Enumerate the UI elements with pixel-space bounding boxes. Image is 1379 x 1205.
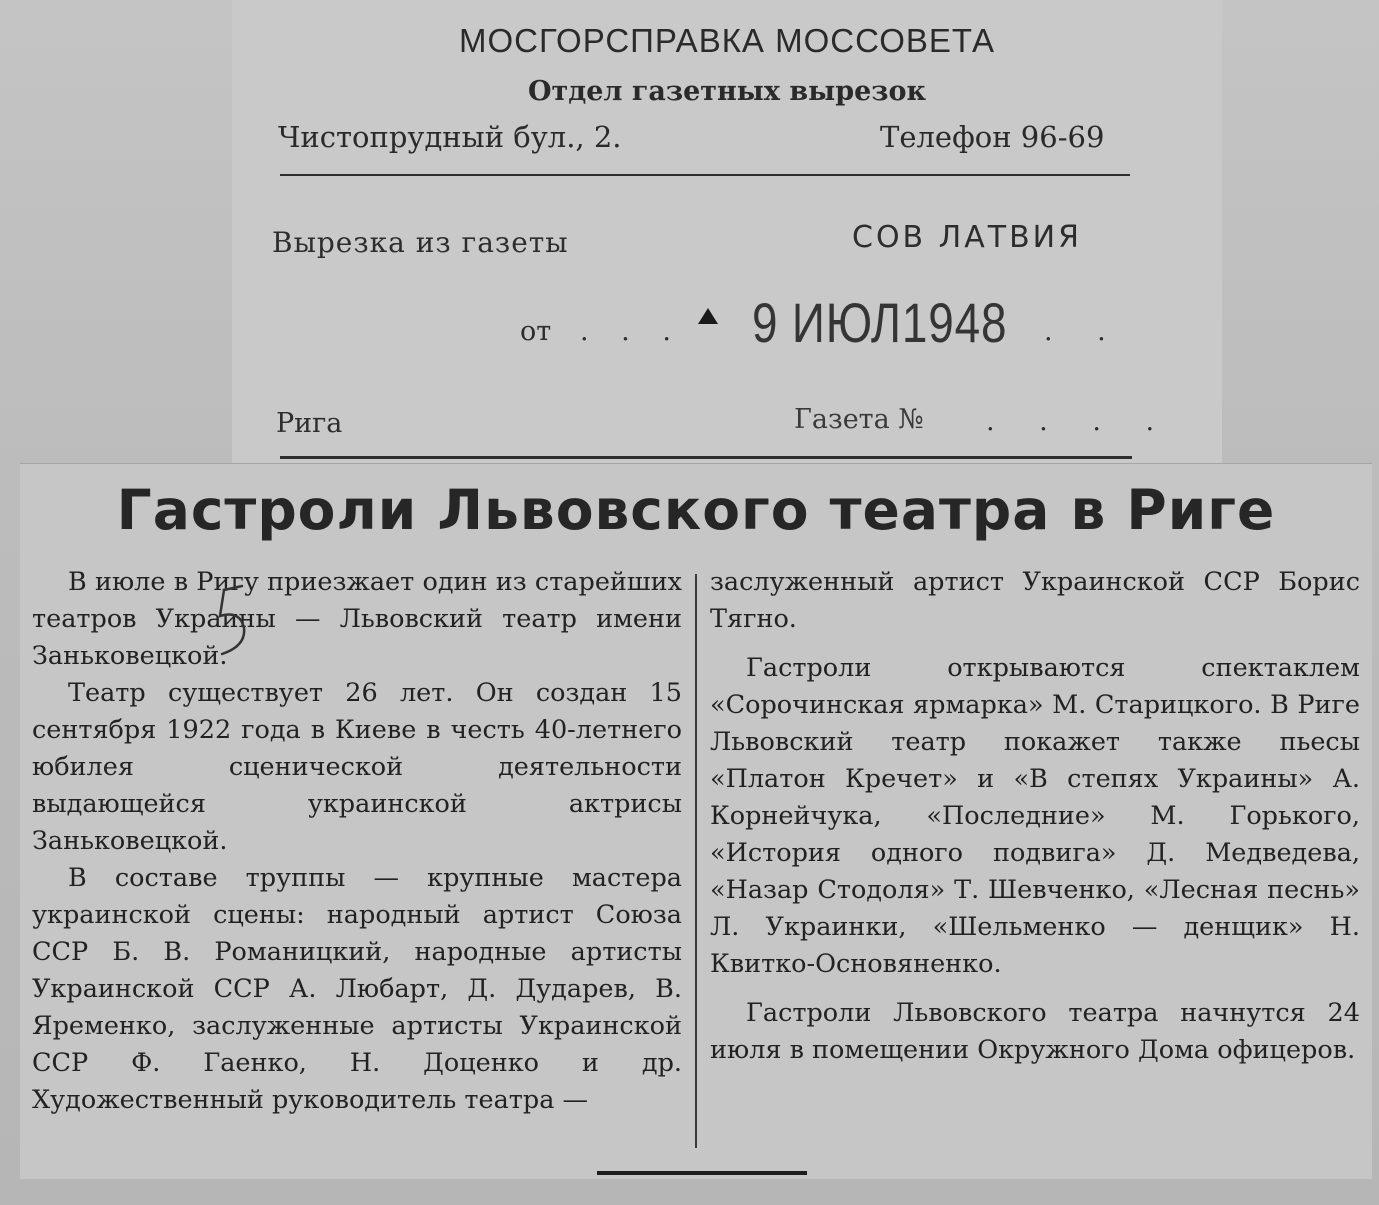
org-title: МОСГОРСПРАВКА МОССОВЕТА — [459, 22, 995, 59]
gazeta-number-label: Газета № — [794, 404, 924, 435]
article-paragraph: Театр существует 26 лет. Он создан 15 сентября 1922 года в Киеве в честь 40-летнего юбилея сценической деятельности выдающейся украинской актрисы Заньковецкой. — [32, 678, 682, 856]
newspaper-name: СОВ ЛАТВИЯ — [852, 220, 1082, 255]
department-title: Отдел газетных вырезок — [528, 76, 926, 107]
article-left-column — [32, 564, 682, 1119]
article-paragraph: Гастроли открываются спектаклем «Сорочинская ярмарка» М. Старицкого. В Риге Львовский театр покажет также пьесы «Платон Кречет» и «В степях Украины» А. Корнейчука, «Последние» М. Горького, «История одного подвига» Д. Медведева, «Назар Стодоля» Т. Шевченко, «Лесная песнь» Л. Украинки, «Шельменко — денщик» Н. Квитко-Основяненко. — [710, 653, 1360, 979]
from-label: от — [520, 316, 552, 347]
column-divider — [695, 574, 697, 1148]
article-right-column — [710, 564, 1360, 1069]
article-paragraph: Гастроли Львовского театра начнутся 24 июля в помещении Окружного Дома офицеров. — [710, 998, 1360, 1065]
gazeta-number-dots: . . . . — [986, 406, 1173, 437]
article-paragraph: В составе труппы — крупные мастера украинской сцены: народный артист Союза ССР Б. В. Романицкий, народные артисты Украинской ССР А. Любарт, Д. Дударев, В. Яременко, заслуженные артисты Украинской ССР Ф. Гаенко, Н. Доценко и др. Художественный руководитель театра — — [32, 863, 682, 1115]
article-paragraph: заслуженный артист Украинской ССР Борис Тягно. — [710, 567, 1360, 634]
stamp-triangle-icon — [698, 308, 718, 324]
cut-label: Вырезка из газеты — [272, 226, 569, 259]
date-stamp: 9 ИЮЛ1948 — [752, 291, 1008, 354]
dots-leader: . . . — [580, 316, 683, 347]
address-text: Чистопрудный бул., 2. — [278, 120, 622, 154]
form-bottom-divider — [280, 456, 1132, 459]
article-headline: Гастроли Львовского театра в Риге — [116, 478, 1276, 542]
pencil-annotation-icon — [200, 580, 260, 660]
phone-text: Телефон 96-69 — [880, 120, 1105, 154]
article-end-rule — [597, 1171, 807, 1175]
city-label: Рига — [276, 408, 343, 439]
dots-trailer: . . — [1044, 316, 1124, 347]
article-paragraph: В июле в Ригу приезжает один из старейших театров Украины — Львовский театр имени Заньковецкой. — [32, 567, 682, 671]
header-divider — [280, 174, 1130, 176]
